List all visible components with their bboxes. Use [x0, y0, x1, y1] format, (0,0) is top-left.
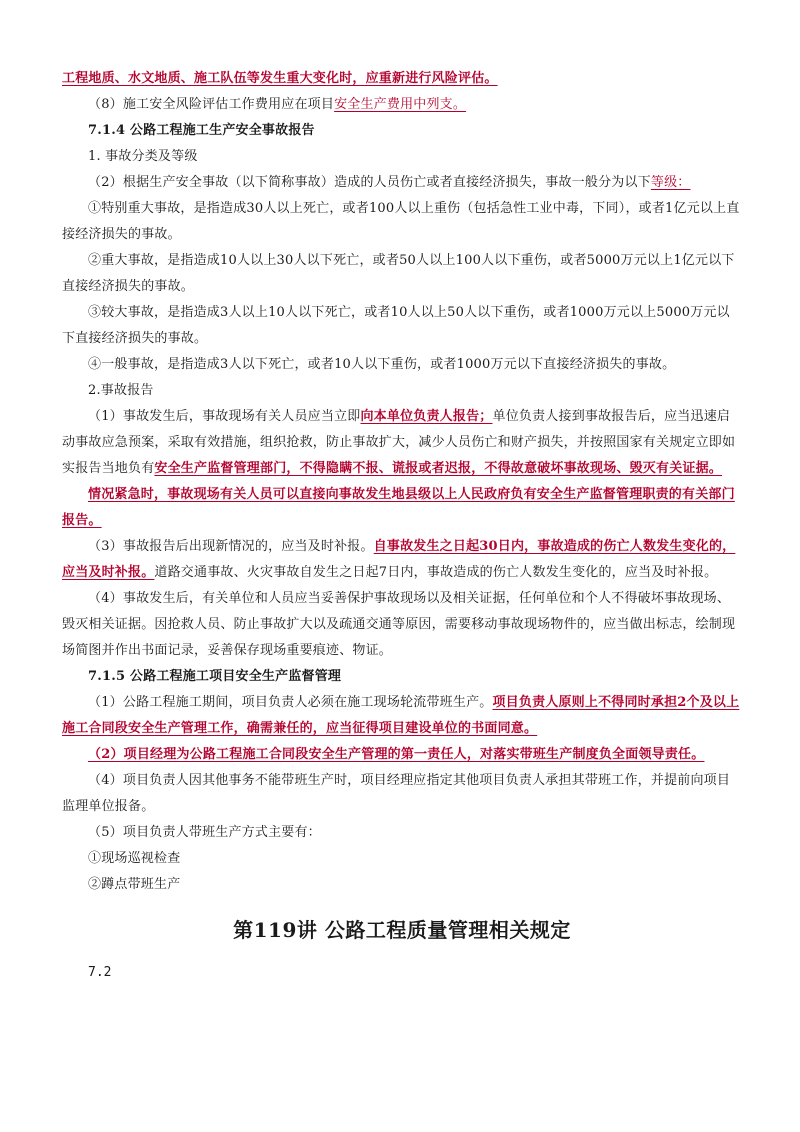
level-item-2: ②重大事故，是指造成10人以上30人以下死亡，或者50人以上100人以下重伤，或者5000万元以上1亿元以下直接经济损失的事故。 [62, 253, 735, 294]
highlight-text: 等级： [650, 175, 691, 190]
highlight-text: 自事故发生之日起30日内，事故造成的伤亡人数发生变化的，应当及时补报。 [62, 539, 736, 580]
paragraph-report-4: （4）事故发生后，有关单位和人员应当妥善保护事故现场以及相关证据，任何单位和个人不得破坏事故现场、毁灭相关证据。因抢救人员、防止事故扩大以及疏通交通等原因，需要移动事故现场物件的，应当做出标志，绘制现场简图并作出书面记录，妥善保存现场重要痕迹、物证。 [62, 591, 736, 658]
paragraph-supervision-5: （5）项目负责人带班生产方式主要有： [88, 825, 321, 840]
highlight-text: 情况紧急时，事故现场有关人员可以直接向事故发生地县级以上人民政府负有安全生产监督管理职责的有关部门报告。 [62, 487, 735, 528]
lecture-title: 第119讲 公路工程质量管理相关规定 [233, 918, 571, 942]
highlight-text: 安全生产监督管理部门，不得隐瞒不报、谎报或者迟报，不得故意破坏事故现场、毁灭有关证据。 [154, 461, 723, 476]
subheading-accident-report: 2.事故报告 [88, 383, 154, 398]
method-item-1: ①现场巡视检查 [88, 851, 181, 866]
section-number: 7.2 [88, 965, 112, 980]
section-heading-7-1-5: 7.1.5 公路工程施工项目安全生产监督管理 [88, 669, 342, 684]
paragraph-report-1: （1）事故发生后，事故现场有关人员应当立即向本单位负责人报告；单位负责人接到事故报告后，应当迅速启动事故应急预案，采取有效措施，组织抢救，防止事故扩大，减少人员伤亡和财产损失，并按照国家有关规定立即如实报告当地负有安全生产监督管理部门，不得隐瞒不报、谎报或者迟报，不得故意破坏事故现场、毁灭有关证据。 [62, 409, 736, 476]
highlight-text: 工程地质、水文地质、施工队伍等发生重大变化时，应重新进行风险评估。 [62, 71, 498, 86]
section-heading-7-1-4: 7.1.4 公路工程施工生产安全事故报告 [88, 123, 315, 138]
paragraph-risk-reassess [62, 66, 742, 92]
method-item-2: ②蹲点带班生产 [88, 877, 181, 892]
paragraph-accident-levels: （2）根据生产安全事故（以下简称事故）造成的人员伤亡或者直接经济损失，事故一般分为以下等级： [88, 175, 691, 190]
paragraph-supervision-1: （1）公路工程施工期间，项目负责人必须在施工现场轮流带班生产。项目负责人原则上不得同时承担2个及以上施工合同段安全生产管理工作，确需兼任的，应当征得项目建设单位的书面同意。 [62, 695, 740, 736]
highlight-text: （2）项目经理为公路工程施工合同段安全生产管理的第一责任人，对落实带班生产制度负全面领导责任。 [88, 747, 705, 762]
paragraph-risk-cost: （8）施工安全风险评估工作费用应在项目安全生产费用中列支。 [88, 97, 467, 112]
subheading-accident-classes: 1. 事故分类及等级 [88, 149, 198, 164]
paragraph-supervision-2 [62, 742, 742, 768]
level-item-1: ①特别重大事故，是指造成30人以上死亡，或者100人以上重伤（包括急性工业中毒，下同），或者1亿元以上直接经济损失的事故。 [62, 201, 740, 242]
paragraph-supervision-4: （4）项目负责人因其他事务不能带班生产时，项目经理应指定其他项目负责人承担其带班工作，并提前向项目监理单位报备。 [62, 773, 731, 814]
highlight-text: 安全生产费用中列支。 [334, 97, 467, 112]
level-item-3: ③较大事故，是指造成3人以上10人以下死亡，或者10人以上50人以下重伤，或者1000万元以上5000万元以下直接经济损失的事故。 [62, 305, 730, 346]
highlight-text: 项目负责人原则上不得同时承担2个及以上施工合同段安全生产管理工作，确需兼任的，应当征得项目建设单位的书面同意。 [62, 695, 740, 736]
document-page [62, 66, 742, 980]
paragraph-report-3: （3）事故报告后出现新情况的，应当及时补报。自事故发生之日起30日内，事故造成的伤亡人数发生变化的，应当及时补报。道路交通事故、火灾事故自发生之日起7日内，事故造成的伤亡人数发生变化的，应当及时补报。 [62, 539, 736, 580]
level-item-4: ④一般事故，是指造成3人以下死亡，或者10人以下重伤，或者1000万元以下直接经济损失的事故。 [88, 357, 676, 372]
highlight-text: 向本单位负责人报告； [360, 409, 493, 424]
paragraph-report-2 [62, 482, 742, 534]
